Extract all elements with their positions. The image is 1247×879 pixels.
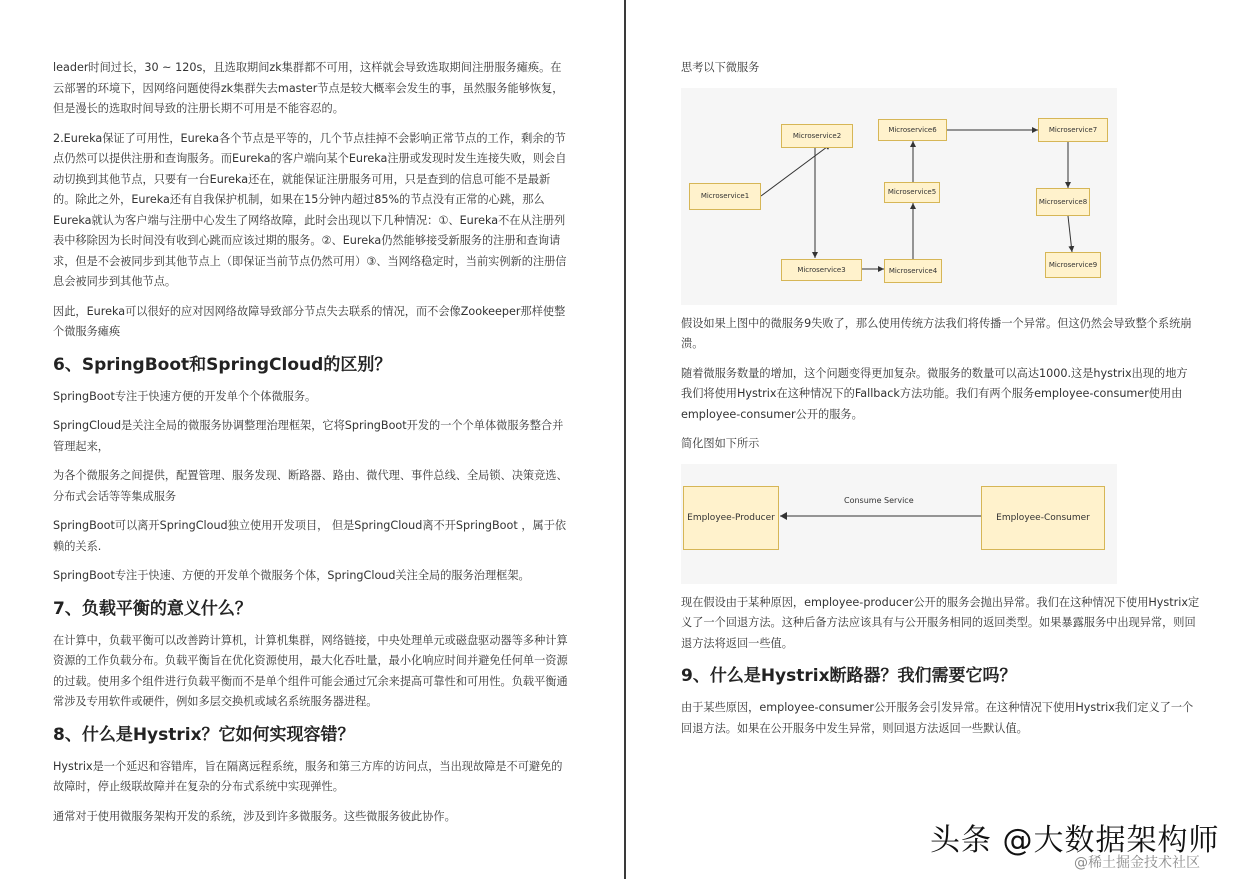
- edge-ms8-ms9: [1068, 216, 1072, 252]
- edge-ms1-ms2: [761, 144, 831, 196]
- microservice7-node: Microservice7: [1038, 118, 1108, 142]
- microservice6-node: Microservice6: [878, 119, 947, 141]
- paragraph: 思考以下微服务: [681, 61, 760, 74]
- microservice5-node: Microservice5: [884, 182, 940, 203]
- microservice9-node: Microservice9: [1045, 252, 1101, 278]
- consume-service-label: Consume Service: [844, 495, 914, 505]
- paragraph: 通常对于使用微服务架构开发的系统，涉及到许多微服务。这些微服务彼此协作。: [53, 809, 456, 823]
- paragraph: SpringBoot可以离开SpringCloud独立使用开发项目， 但是SpringCloud离不开SpringBoot ，属于依赖的关系.: [53, 519, 567, 553]
- paragraph: 由于某些原因，employee-consumer公开服务会引发异常。在这种情况下使用Hystrix我们定义了一个回退方法。如果在公开服务中发生异常，则回退方法返回一些默认值。: [681, 701, 1194, 735]
- microservice8-node: Microservice8: [1036, 188, 1090, 216]
- right-column: [681, 58, 1201, 748]
- paragraph: 随着微服务数量的增加，这个问题变得更加复杂。微服务的数量可以高达1000.这是hystrix出现的地方 我们将使用Hystrix在这种情况下的Fallback方法功能。我们有两个服务employee-consumer使用由employee-consumer公开的服务。: [681, 366, 1188, 421]
- microservice4-node: Microservice4: [884, 259, 942, 283]
- paragraph: 在计算中，负载平衡可以改善跨计算机，计算机集群，网络链接，中央处理单元或磁盘驱动器等多种计算资源的工作负载分布。负载平衡旨在优化资源使用，最大化吞吐量，最小化响应时间并避免任何单一资源 的过载。使用多个组件进行负载平衡而不是单个组件可能会通过冗余来提高可靠性和可用性。负载平衡通常涉及专用软件或硬件，例如多层交换机或域名系统服务器进程。: [53, 633, 568, 708]
- paragraph: 因此，Eureka可以很好的应对因网络故障导致部分节点失去联系的情况，而不会像Zookeeper那样使整个微服务瘫痪: [53, 304, 566, 338]
- left-column: [53, 58, 568, 836]
- section-heading-9: 9、什么是Hystrix断路器？我们需要它吗？: [681, 666, 1017, 686]
- microservice-diagram: [681, 88, 1117, 305]
- paragraph: 简化图如下所示: [681, 437, 760, 450]
- paragraph: 假设如果上图中的微服务9失败了，那么使用传统方法我们将传播一个异常。但这仍然会导致整个系统崩溃。: [681, 316, 1192, 350]
- section-heading-6: 6、SpringBoot和SpringCloud的区别？: [53, 354, 392, 375]
- paragraph: SpringCloud是关注全局的微服务协调整理治理框架，它将SpringBoot开发的一个个单体微服务整合并管理起来，: [53, 419, 564, 453]
- watermark-sub: @稀土掘金技术社区: [1074, 855, 1200, 871]
- paragraph: SpringBoot专注于快速、方便的开发单个微服务个体，SpringCloud关注全局的服务治理框架。: [53, 569, 530, 582]
- section-heading-8: 8、什么是Hystrix？它如何实现容错？: [53, 724, 355, 745]
- paragraph: Hystrix是一个延迟和容错库，旨在隔离远程系统，服务和第三方库的访问点，当出现故障是不可避免的故障时，停止级联故障并在复杂的分布式系统中实现弹性。: [53, 759, 563, 793]
- microservice2-node: Microservice2: [781, 124, 853, 148]
- employee-producer-node: Employee-Producer: [683, 486, 779, 550]
- microservice3-node: Microservice3: [781, 259, 862, 281]
- right-page: [627, 0, 1247, 879]
- employee-consumer-node: Employee-Consumer: [981, 486, 1105, 550]
- section-heading-7: 7、负载平衡的意义什么？: [53, 598, 252, 619]
- paragraph: leader时间过长，30 ~ 120s，且选取期间zk集群都不可用，这样就会导致选取期间注册服务瘫痪。在云部署的环境下，因网络问题使得zk集群失去master节点是较大概率会发生的事，虽然服务能够恢复，但是漫长的选取时间导致的注册长期不可用是不能容忍的。: [53, 61, 564, 115]
- paragraph: 2.Eureka保证了可用性，Eureka各个节点是平等的，几个节点挂掉不会影响正常节点的工作，剩余的节点仍然可以提供注册和查询服务。而Eureka的客户端向某个Eureka注册或发现时发生连接失败，则会自动切换到其他节点，只要有一台Eureka还在，就能保证注册服务可用，只是查到的信息可能不是最新的。除此之外，Eureka还有自我保护机制，如果在15分钟内超过85%的节点没有正常的心跳，那么Eureka就认为客户端与注册中心发生了网络故障，此时会出现以下几种情况：①、Eureka不在从注册列表中移除因为长时间没有收到心跳而应该过期的服务。②、Eureka仍然能够接受新服务的注册和查询请求，但是不会被同步到其他节点上（即保证当前节点仍然可用）③、当网络稳定时，当前实例新的注册信息会被同步到其他节点。: [53, 131, 567, 288]
- watermark-main: 头条 @大数据架构师: [930, 823, 1220, 858]
- page-divider: [624, 0, 626, 879]
- paragraph: 为各个微服务之间提供，配置管理、服务发现、断路器、路由、微代理、事件总线、全局锁、决策竞选、分布式会话等等集成服务: [53, 469, 568, 503]
- paragraph: SpringBoot专注于快速方便的开发单个个体微服务。: [53, 389, 317, 403]
- microservice1-node: Microservice1: [689, 183, 761, 210]
- paragraph: 现在假设由于某种原因，employee-producer公开的服务会抛出异常。我们在这种情况下使用Hystrix定义了一个回退方法。这种后备方法应该具有与公开服务相同的返回类型。如果暴露服务中出现异常，则回退方法将返回一些值。: [681, 595, 1200, 650]
- hystrix-simple-diagram: [681, 464, 1117, 584]
